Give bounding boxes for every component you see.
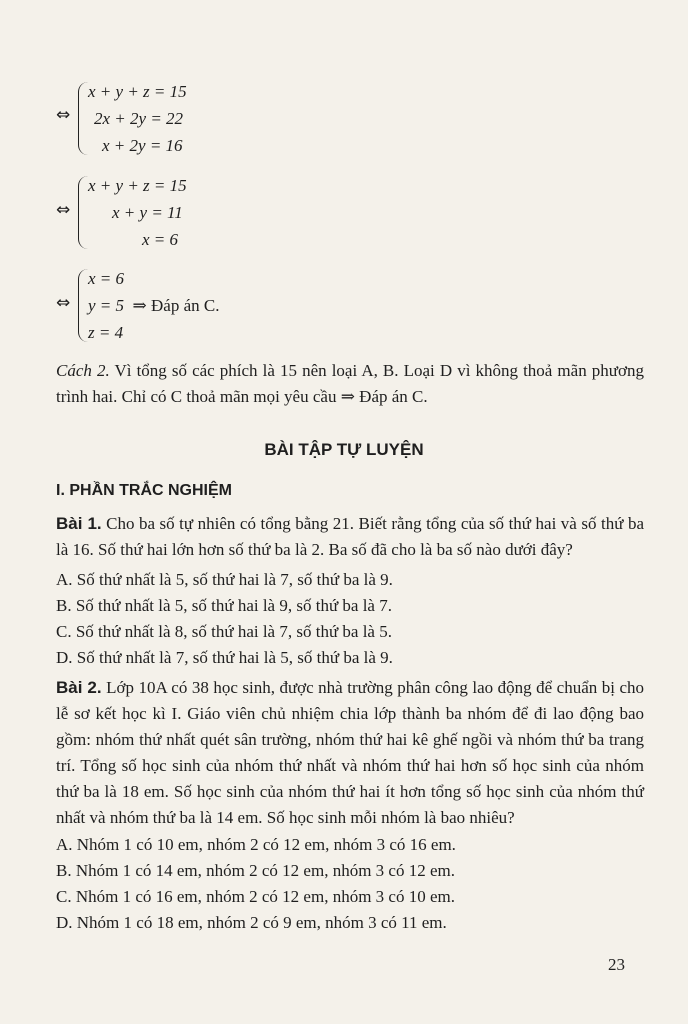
exercise-2-option-d: D. Nhóm 1 có 18 em, nhóm 2 có 9 em, nhóm 3 có 11 em. (56, 913, 447, 932)
exercise-1-option-b: B. Số thứ nhất là 5, số thứ hai là 9, số thứ ba là 7. (56, 596, 392, 615)
exercise-1-option-d: D. Số thứ nhất là 7, số thứ hai là 5, số thứ ba là 9. (56, 648, 393, 667)
answer-conclusion: ⇒ Đáp án C. (132, 296, 220, 315)
method-2-paragraph (56, 358, 644, 410)
equation-line: x + 2y = 16 (102, 136, 183, 155)
exercise-label: Bài 2. (56, 678, 102, 697)
exercise-2-option-b: B. Nhóm 1 có 14 em, nhóm 2 có 12 em, nhóm 3 có 12 em. (56, 861, 455, 880)
equivalence-arrow: ⇔ (56, 293, 71, 313)
exercise-text: Cho ba số tự nhiên có tổng bằng 21. Biết rằng tổng của số thứ hai và số thứ ba là 16. Số thứ hai lớn hơn số thứ ba là 2. Ba số đã cho là ba số nào dưới đây? (56, 514, 644, 559)
exercise-1-question (56, 511, 644, 563)
equation-line: x + y + z = 15 (88, 82, 187, 101)
equation-line: x + y + z = 15 (88, 176, 187, 195)
section-title: BÀI TẬP TỰ LUYỆN (264, 440, 424, 459)
method-label: Cách 2. (56, 361, 110, 380)
equivalence-arrow: ⇔ (56, 200, 71, 220)
page-number: 23 (608, 955, 625, 974)
exercise-text: Lớp 10A có 38 học sinh, được nhà trường phân công lao động để chuẩn bị cho lễ sơ kết học kì I. Giáo viên chủ nhiệm chia lớp thành ba nhóm để đi lao động bao gồm: nhóm thứ nhất quét sân trường, nhóm thứ hai kê ghế ngồi và nhóm thứ ba trang trí. Tổng số học sinh của nhóm thứ nhất và nhóm thứ hai hơn số học sinh của nhóm thứ ba là 18 em. Số học sinh của nhóm thứ hai ít hơn tổng số học sinh của nhóm thứ nhất và nhóm thứ ba là 14 em. Số học sinh mỗi nhóm là bao nhiêu? (56, 678, 645, 827)
part-title: I. PHẦN TRẮC NGHIỆM (56, 482, 232, 499)
exercise-2-option-c: C. Nhóm 1 có 16 em, nhóm 2 có 12 em, nhóm 3 có 10 em. (56, 887, 455, 906)
exercise-2-question (56, 675, 644, 831)
method-text: Vì tổng số các phích là 15 nên loại A, B. Loại D vì không thoả mãn phương trình hai. Chỉ có C thoả mãn mọi yêu cầu ⇒ Đáp án C. (56, 361, 644, 406)
exercise-2-option-a: A. Nhóm 1 có 10 em, nhóm 2 có 12 em, nhóm 3 có 16 em. (56, 835, 456, 854)
equation-line: x = 6 (88, 269, 125, 288)
equivalence-arrow: ⇔ (56, 105, 71, 125)
equation-line: 2x + 2y = 22 (94, 109, 184, 128)
equation-line: x = 6 (142, 230, 179, 249)
equation-line: x + y = 11 (112, 203, 183, 222)
equation-line (88, 292, 219, 319)
equation-line: z = 4 (88, 323, 124, 342)
exercise-1-option-a: A. Số thứ nhất là 5, số thứ hai là 7, số thứ ba là 9. (56, 570, 393, 589)
exercise-1-option-c: C. Số thứ nhất là 8, số thứ hai là 7, số thứ ba là 5. (56, 622, 392, 641)
equation-value: y = 5 (88, 296, 125, 315)
exercise-label: Bài 1. (56, 514, 102, 533)
